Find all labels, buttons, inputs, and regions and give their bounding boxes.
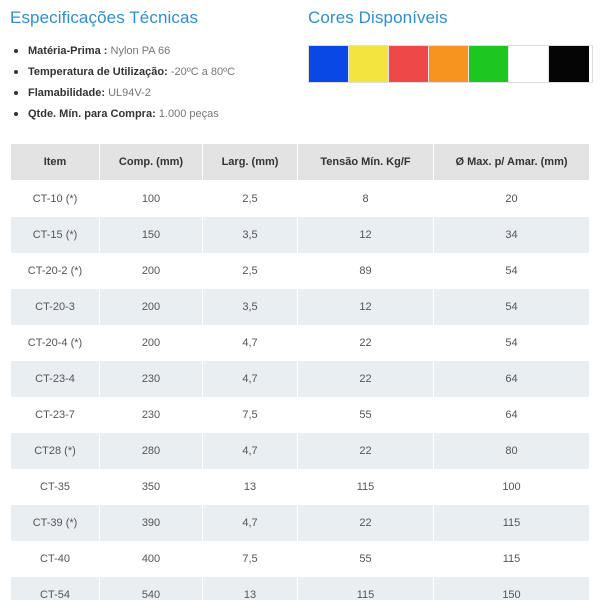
cell-tension: 22 <box>298 505 434 541</box>
spec-key: Temperatura de Utilização: <box>28 66 168 78</box>
cell-length: 540 <box>100 577 203 600</box>
table-row <box>11 181 590 218</box>
spec-key: Qtde. Mín. para Compra: <box>28 108 156 120</box>
cell-tension: 12 <box>298 289 434 325</box>
cell-tension: 55 <box>298 397 434 433</box>
table-container <box>10 143 590 600</box>
spec-value: UL94V-2 <box>108 87 151 99</box>
specifications-list <box>10 45 290 129</box>
cell-item: CT-39 (*) <box>11 505 100 541</box>
color-swatch <box>509 46 549 82</box>
cell-width: 13 <box>203 577 298 600</box>
table-row <box>11 253 590 289</box>
cell-width: 2,5 <box>203 253 298 289</box>
color-swatch <box>309 46 349 82</box>
cell-length: 230 <box>100 397 203 433</box>
color-swatch <box>469 46 509 82</box>
spec-item-flammability <box>10 87 290 108</box>
color-swatch <box>349 46 389 82</box>
cell-max-diameter: 115 <box>434 505 590 541</box>
column-header-max-diameter: Ø Max. p/ Amar. (mm) <box>434 144 590 181</box>
table-row <box>11 469 590 505</box>
cell-max-diameter: 80 <box>434 433 590 469</box>
table-row <box>11 397 590 433</box>
cell-length: 280 <box>100 433 203 469</box>
column-header-tension: Tensão Mín. Kg/F <box>298 144 434 181</box>
cell-width: 4,7 <box>203 505 298 541</box>
cell-tension: 22 <box>298 433 434 469</box>
color-swatch <box>429 46 469 82</box>
table-body <box>11 181 590 600</box>
cell-max-diameter: 64 <box>434 361 590 397</box>
cell-max-diameter: 115 <box>434 541 590 577</box>
cell-max-diameter: 100 <box>434 469 590 505</box>
spec-value: Nylon PA 66 <box>110 45 171 57</box>
cell-item: CT-23-7 <box>11 397 100 433</box>
table-row <box>11 577 590 600</box>
cell-max-diameter: 54 <box>434 289 590 325</box>
cell-tension: 12 <box>298 217 434 253</box>
spec-value: 1.000 peças <box>158 108 219 120</box>
column-header-width: Larg. (mm) <box>203 144 298 181</box>
cell-max-diameter: 64 <box>434 397 590 433</box>
cell-max-diameter: 150 <box>434 577 590 600</box>
cell-width: 13 <box>203 469 298 505</box>
cell-max-diameter: 54 <box>434 325 590 361</box>
column-header-length: Comp. (mm) <box>100 144 203 181</box>
cell-length: 200 <box>100 325 203 361</box>
column-header-item: Item <box>11 144 100 181</box>
cell-tension: 8 <box>298 181 434 218</box>
color-swatch <box>389 46 429 82</box>
cell-length: 230 <box>100 361 203 397</box>
colors-section <box>308 8 593 83</box>
cell-max-diameter: 54 <box>434 253 590 289</box>
cell-tension: 55 <box>298 541 434 577</box>
colors-title: Cores Disponíveis <box>308 8 448 27</box>
table-row <box>11 289 590 325</box>
color-swatches <box>308 45 593 83</box>
cell-tension: 115 <box>298 469 434 505</box>
cell-width: 3,5 <box>203 217 298 253</box>
table-row <box>11 361 590 397</box>
table-row <box>11 325 590 361</box>
color-swatch <box>549 46 589 82</box>
cell-length: 150 <box>100 217 203 253</box>
cell-width: 4,7 <box>203 361 298 397</box>
cell-item: CT-40 <box>11 541 100 577</box>
cell-length: 100 <box>100 181 203 218</box>
cell-item: CT-20-4 (*) <box>11 325 100 361</box>
cell-item: CT28 (*) <box>11 433 100 469</box>
specifications-section <box>10 8 290 129</box>
cell-width: 7,5 <box>203 541 298 577</box>
spec-key: Flamabilidade: <box>28 87 106 99</box>
cell-width: 2,5 <box>203 181 298 218</box>
cell-width: 3,5 <box>203 289 298 325</box>
spec-item-temperature <box>10 66 290 87</box>
cell-tension: 22 <box>298 361 434 397</box>
spec-item-min-quantity <box>10 108 290 129</box>
table-row <box>11 541 590 577</box>
spec-item-material <box>10 45 290 66</box>
cell-item: CT-20-3 <box>11 289 100 325</box>
cell-max-diameter: 20 <box>434 181 590 218</box>
cell-length: 200 <box>100 289 203 325</box>
spec-key: Matéria-Prima : <box>28 45 108 57</box>
cell-max-diameter: 34 <box>434 217 590 253</box>
table-header-row <box>11 144 590 181</box>
table-row <box>11 505 590 541</box>
cell-item: CT-15 (*) <box>11 217 100 253</box>
spec-value: -20ºC a 80ºC <box>170 66 236 78</box>
specifications-title: Especificações Técnicas <box>10 8 199 27</box>
cell-item: CT-20-2 (*) <box>11 253 100 289</box>
cell-item: CT-23-4 <box>11 361 100 397</box>
cell-tension: 115 <box>298 577 434 600</box>
table-row <box>11 433 590 469</box>
cell-width: 4,7 <box>203 433 298 469</box>
table-row <box>11 217 590 253</box>
products-table <box>10 143 590 600</box>
cell-length: 350 <box>100 469 203 505</box>
cell-width: 7,5 <box>203 397 298 433</box>
cell-length: 390 <box>100 505 203 541</box>
cell-item: CT-10 (*) <box>11 181 100 218</box>
cell-width: 4,7 <box>203 325 298 361</box>
cell-tension: 22 <box>298 325 434 361</box>
cell-length: 400 <box>100 541 203 577</box>
cell-length: 200 <box>100 253 203 289</box>
cell-item: CT-54 <box>11 577 100 600</box>
cell-item: CT-35 <box>11 469 100 505</box>
cell-tension: 89 <box>298 253 434 289</box>
